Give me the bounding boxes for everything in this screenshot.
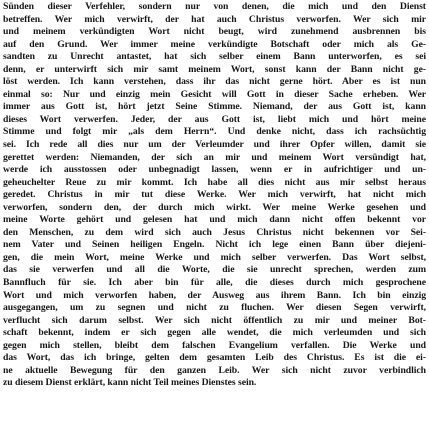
text-line: gen, die mein Wort, meine Werke und mich selber verwerfen. Das Wort selbst, <box>3 251 426 263</box>
text-line: löst werden. Ich kann verstehen, dass ihr das nicht gerne hört. Aber es ist nun <box>3 76 426 88</box>
text-line: denn, er unterwirft sich mir samt meinem Wort, sonst kann der Bann nicht ge- <box>3 63 426 75</box>
text-line: gerettet werden: Niemanden, der sich an mir und meinem Wort versündigt hat, <box>3 151 426 163</box>
text-line: dieses Wort verwerfen. Jeder, der aus Gott ist, liebt mich und hört meine <box>3 113 426 125</box>
text-line: sandten zu Unrecht antastet, hat sich selber einem Bann unterworfen, es sei <box>3 51 426 63</box>
text-line: verworfen, sondern den, der durch mich wirkt. Wer meine Werke gesehen und <box>3 201 426 213</box>
text-line: Wort und mich verworfen haben, der Ausweg aus ihrem Bann. Ich bin einzig <box>3 289 426 301</box>
text-line: nem Vater und Seinen heiligen Engeln. Nicht ich lege einen Bann über diejeni- <box>3 239 426 251</box>
document-page <box>3 1 426 423</box>
text-line: verflucht sich darum selbst. Wer sich nicht öffentlich zu mir und meiner Bot- <box>3 314 426 326</box>
text-line: schaft bekennt, indem er sich gegen alle wendet, die mich verleumden und sich <box>3 327 426 339</box>
text-line: ne aktuelle Bewegung für den ganzen Leib. Wer sich nicht zuvor verbindlich <box>3 364 426 376</box>
text-line: auf den Grund. Wer immer meine verkündigte Botschaft oder mich als Ge- <box>3 38 426 50</box>
text-line: immer aus Gott ist, hört jetzt Seine Stimme. Niemand, der aus Gott ist, kann <box>3 101 426 113</box>
text-line: einmal so: Nur und einzig mein Gesicht will Gott in dieser Sache erheben. Wer <box>3 88 426 100</box>
text-line: geheuchelter Reue zu mir kommt. Ich habe all dies nicht aus mir selbst heraus <box>3 176 426 188</box>
text-line: den Menschen, zu dem wird sich auch Jesus Christus nicht bekennen vor Sei- <box>3 226 426 238</box>
text-line: Sünden dieser Verfehler, sondern nur von denen, die mich und den Dienst <box>3 1 426 12</box>
text-line: geredet. Christus in mir tut diese Werke. Wer mich verwirft, hat nicht mich <box>3 189 426 201</box>
text-line: betreffen. Wer mich verwirft, der hat auch Christus verworfen. Wer sich mir <box>3 13 426 25</box>
text-line: sei. Ich rede all dies nur um der Verleumder und ihrer Opfer willen, damit sie <box>3 139 426 151</box>
text-line: das sie verwerfen und all die Worte, die sie unrecht sprechen, werden zum <box>3 264 426 276</box>
text-line: werde ich ausstossen oder unbegnadigt lassen, wenn er in aufrichtiger und un- <box>3 164 426 176</box>
text-line: Bannfluch für sie. Ich aber bin für alle, die dieses durch mich gesprochene <box>3 277 426 289</box>
text-line: und meinem verkündigten Wort nicht beugt, wird zunehmend ausbrennen bis <box>3 26 426 38</box>
text-line: Stimme und folgt mir „als dem Herrn“. Und denke nicht, dass ich rachsüchtig <box>3 126 426 138</box>
body-text <box>3 1 426 390</box>
text-line: meine Worte gehört und gelesen hat und mich dann nicht offen bekennt vor <box>3 214 426 226</box>
text-line: das Wort, das ich bringe, gelten dem gesamten Leib des Christus. Es ist die ei- <box>3 352 426 364</box>
text-line: ausgegangen, um zu segnen und nicht zu fluchen. Wer diesen Segen verwirft, <box>3 302 426 314</box>
text-line: zu diesem Dienst erklärt, kann nicht Teil meines Dienstes sein. <box>3 377 257 389</box>
text-line: gegen mich stellen, bleibt dem falschen Evangelium verfallen. Die Werke und <box>3 339 426 351</box>
